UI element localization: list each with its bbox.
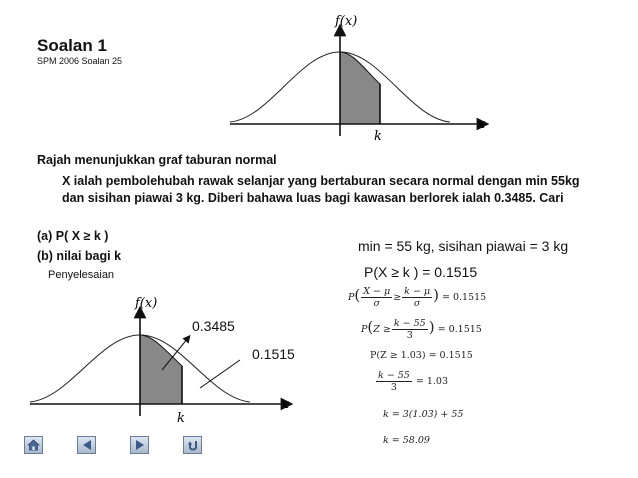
working-step-1: P( $\frac{X - \mu}{\sigma}$ ≥ $\frac{k - \mu}{\sigma}$ ) = 0.1515 bbox=[348, 286, 487, 309]
bottom-shaded-region bbox=[140, 335, 182, 404]
tail-area-pointer bbox=[200, 360, 240, 388]
top-k-label: k bbox=[374, 129, 382, 144]
question-part-a: (a) P( X ≥ k ) bbox=[37, 229, 109, 243]
bottom-x-label: x bbox=[281, 397, 289, 412]
page-subtitle: SPM 2006 Soalan 25 bbox=[37, 56, 123, 66]
return-icon bbox=[187, 439, 199, 451]
next-button[interactable] bbox=[130, 436, 149, 454]
bottom-k-label: k bbox=[177, 411, 185, 425]
tail-area-value: 0.1515 bbox=[252, 346, 295, 362]
question-intro: Rajah menunjukkan graf taburan normal bbox=[37, 153, 277, 167]
solution-label: Penyelesaian bbox=[48, 269, 115, 281]
home-icon bbox=[27, 439, 40, 451]
return-button[interactable] bbox=[183, 436, 202, 454]
question-part-b: (b) nilai bagi k bbox=[37, 249, 122, 263]
arrow-right-icon bbox=[134, 439, 146, 451]
top-normal-curve-graph bbox=[225, 10, 495, 145]
working-step-4: $\frac{k - 55}{3}$ = 1.03 bbox=[378, 370, 449, 393]
arrow-left-icon bbox=[81, 439, 93, 451]
shaded-area-value: 0.3485 bbox=[192, 318, 235, 334]
working-step-3: P(Z ≥ 1.03) = 0.1515 bbox=[370, 350, 473, 361]
home-button[interactable] bbox=[24, 436, 43, 454]
top-y-label: f(x) bbox=[335, 14, 358, 29]
step1-k-numerator: k − μ bbox=[404, 286, 431, 297]
step1-x-numerator: X − μ bbox=[363, 286, 391, 297]
bottom-y-label: f(x) bbox=[135, 296, 158, 311]
previous-button[interactable] bbox=[77, 436, 96, 454]
given-mean-sd: min = 55 kg, sisihan piawai = 3 kg bbox=[358, 238, 569, 254]
question-body: X ialah pembolehubah rawak selanjar yang bertaburan secara normal dengan min 55kg dan sisihan piawai 3 kg. Diberi bahawa luas bagi kawasan berlorek ialah 0.3485. Cari bbox=[62, 174, 580, 205]
working-step-2: P(Z ≥ $\frac{k - 55}{3}$ ) = 0.1515 bbox=[361, 318, 482, 341]
given-probability: P(X ≥ k ) = 0.1515 bbox=[364, 264, 478, 280]
top-shaded-region bbox=[340, 52, 380, 124]
working-step-6: k = 58.09 bbox=[383, 435, 430, 446]
page-title: Soalan 1 bbox=[37, 36, 107, 55]
working-step-5: k = 3(1.03) + 55 bbox=[383, 409, 464, 420]
top-x-label: x bbox=[477, 117, 485, 132]
